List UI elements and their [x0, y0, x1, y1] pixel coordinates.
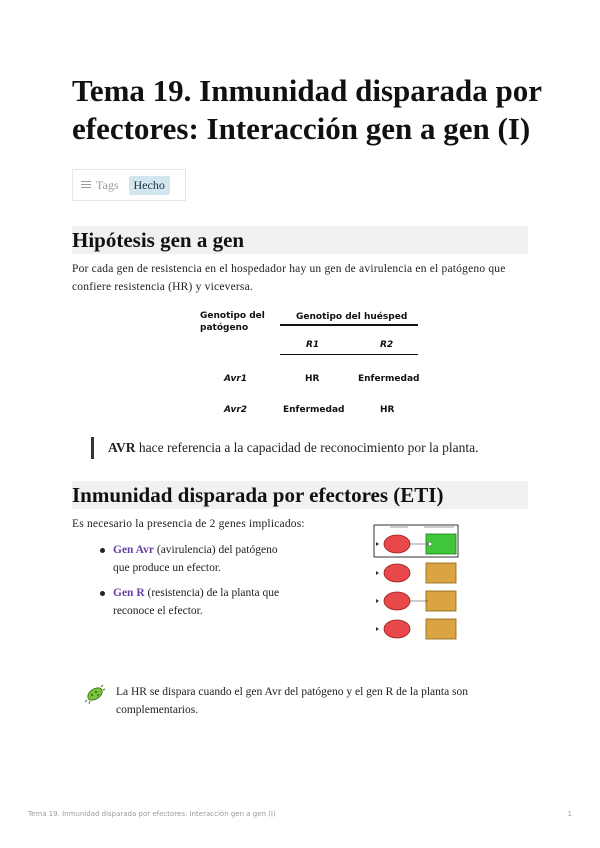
- tag-pill[interactable]: Hecho: [129, 176, 170, 195]
- callout-block: [84, 683, 524, 719]
- list-item: [72, 584, 293, 620]
- section-heading-eti: Inmunidad disparada por efectores (ETI): [72, 481, 528, 509]
- microbe-icon: [84, 683, 106, 705]
- eti-text-column: [72, 515, 312, 627]
- table-rule: [280, 324, 418, 326]
- table-col1-header: Genotipo del patógeno: [200, 311, 265, 333]
- gene-table-image: [200, 308, 420, 420]
- list-item: [72, 541, 293, 577]
- section-heading-hipotesis: Hipótesis gen a gen: [72, 226, 528, 254]
- hipotesis-paragraph: Por cada gen de resistencia en el hospedador hay un gen de avirulencia en el patógeno que confiere resistencia (HR) y viceversa.: [72, 263, 506, 293]
- pathogen-cell-icon: [384, 620, 410, 638]
- pathogen-cell-icon: [384, 592, 410, 610]
- table-cell: Enfermedad: [358, 374, 420, 384]
- plant-cell-icon: [426, 591, 456, 611]
- footer-page-number: 1: [567, 810, 572, 818]
- tags-property[interactable]: [72, 169, 186, 201]
- arrow-marker-icon: [376, 542, 379, 546]
- eti-bullet-list: [72, 541, 312, 620]
- plant-cell-icon: [426, 563, 456, 583]
- arrow-marker-icon: [376, 571, 379, 575]
- footer-title: Tema 19. Inmunidad disparada por efectores: Interacción gen a gen (I): [28, 810, 276, 818]
- table-cell: Enfermedad: [283, 405, 345, 415]
- bullet-dot: [100, 548, 105, 553]
- plant-cell-icon: [426, 619, 456, 639]
- gene-name: Gen Avr: [113, 544, 154, 556]
- list-icon: [81, 181, 91, 189]
- arrow-marker-icon: [376, 599, 379, 603]
- eti-diagram-image: [370, 523, 462, 641]
- table-subheader-r1: R1: [306, 340, 320, 350]
- table-group-header: Genotipo del huésped: [296, 312, 408, 322]
- table-cell: HR: [380, 405, 395, 415]
- arrow-marker-icon: [376, 627, 379, 631]
- tags-label: Tags: [96, 177, 119, 192]
- pathogen-cell-icon: [384, 564, 410, 582]
- callout-text: La HR se dispara cuando el gen Avr del patógeno y el gen R de la planta son complementarios.: [116, 686, 469, 716]
- bullet-dot: [100, 591, 105, 596]
- quote-block: [91, 437, 531, 459]
- table-rule-thin: [280, 354, 418, 355]
- gene-name: Gen R: [113, 587, 145, 599]
- table-row-label-avr1: Avr1: [224, 374, 248, 384]
- page-footer: [28, 810, 572, 818]
- table-row-label-avr2: Avr2: [224, 405, 248, 415]
- bullet-text: (avirulencia) del patógeno que produce un efector.: [113, 544, 278, 574]
- receptor-icon: [428, 542, 432, 546]
- table-cell: HR: [305, 374, 320, 384]
- table-subheader-r2: R2: [380, 340, 394, 350]
- pathogen-cell-icon: [384, 535, 410, 553]
- bullet-text: (resistencia) de la planta que reconoce el efector.: [113, 587, 280, 617]
- quote-text: hace referencia a la capacidad de reconocimiento por la planta.: [135, 440, 479, 455]
- eti-paragraph: Es necesario la presencia de 2 genes implicados:: [72, 518, 305, 530]
- page-title: Tema 19. Inmunidad disparada por efectores: Interacción gen a gen (I): [72, 73, 542, 146]
- quote-bold: AVR: [108, 440, 136, 455]
